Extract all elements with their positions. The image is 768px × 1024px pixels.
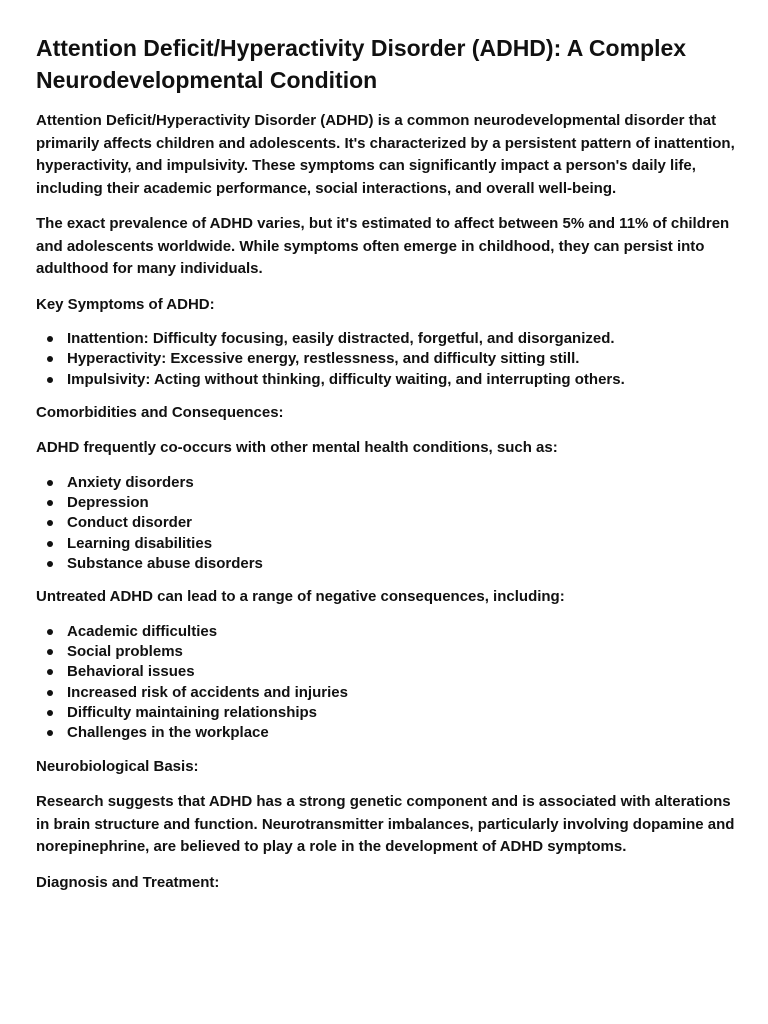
consequences-list [36,622,738,744]
list-item [67,642,738,662]
list-item-text: Anxiety disorders [67,473,194,491]
diagnosis-heading: Diagnosis and Treatment: [36,873,220,891]
bullet-icon [47,669,53,675]
list-item-text: Substance abuse disorders [67,555,263,573]
list-item-text: Conduct disorder [67,514,193,532]
intro-paragraph: Attention Deficit/Hyperactivity Disorder (ADHD) is a common neurodevelopmental disorder that primarily affects children and adolescents. It's characterized by a persistent pattern of inattention, hyperactivity, and impulsivity. These symptoms can significantly impact a person's daily life, including their academic performance, social interactions, and overall well-being. [36,112,735,197]
bullet-icon [47,377,53,383]
list-item [67,554,738,574]
bullet-icon [47,561,53,567]
neurobiology-paragraph: Research suggests that ADHD has a strong genetic component and is associated with alterations in brain structure and function. Neurotransmitter imbalances, particularly involving dopamine and norepinephrine, are believed to play a role in the development of ADHD symptoms. [36,793,735,856]
list-item-text: Behavioral issues [67,663,195,681]
bullet-icon [47,356,53,362]
list-item [67,473,738,493]
bullet-icon [47,520,53,526]
document-page [36,32,738,907]
list-item-text: Learning disabilities [67,534,213,552]
list-item-text: Depression [67,494,149,512]
list-item [67,622,738,642]
bullet-icon [47,649,53,655]
bullet-icon [47,629,53,635]
list-item [67,723,738,743]
neurobiology-heading: Neurobiological Basis: [36,757,199,775]
list-item-text: Difficulty maintaining relationships [67,704,318,722]
bullet-icon [47,500,53,506]
list-item-text: Inattention: Difficulty focusing, easily distracted, forgetful, and disorganized. [67,330,615,347]
document-title: Attention Deficit/Hyperactivity Disorder (ADHD): A Complex Neurodevelopmental Condition [36,35,687,93]
list-item [67,534,738,554]
list-item [67,329,738,349]
consequences-lead: Untreated ADHD can lead to a range of negative consequences, including: [36,588,565,606]
comorbidities-list [36,473,738,574]
list-item [67,662,738,682]
bullet-icon [47,730,53,736]
list-item [67,349,738,369]
list-item [67,683,738,703]
symptoms-heading: Key Symptoms of ADHD: [36,295,215,313]
list-item [67,493,738,513]
list-item-text: Impulsivity: Acting without thinking, difficulty waiting, and interrupting others. [67,370,625,388]
list-item-text: Social problems [67,643,183,661]
bullet-icon [47,710,53,716]
symptoms-list [36,329,738,390]
list-item-text: Hyperactivity: Excessive energy, restlessness, and difficulty sitting still. [67,350,580,368]
comorbidities-heading: Comorbidities and Consequences: [36,403,284,421]
list-item-text: Increased risk of accidents and injuries [67,683,348,701]
comorbidities-lead: ADHD frequently co-occurs with other mental health conditions, such as: [36,439,558,457]
list-item-text: Challenges in the workplace [67,724,269,742]
bullet-icon [47,480,53,486]
bullet-icon [47,690,53,696]
list-item [67,703,738,723]
list-item [67,513,738,533]
bullet-icon [47,541,53,547]
prevalence-paragraph: The exact prevalence of ADHD varies, but it's estimated to affect between 5% and 11% of children and adolescents worldwide. While symptoms often emerge in childhood, they can persist into adulthood for many individuals. [36,215,730,277]
bullet-icon [47,336,53,342]
list-item-text: Academic difficulties [67,622,218,640]
list-item [67,370,738,390]
